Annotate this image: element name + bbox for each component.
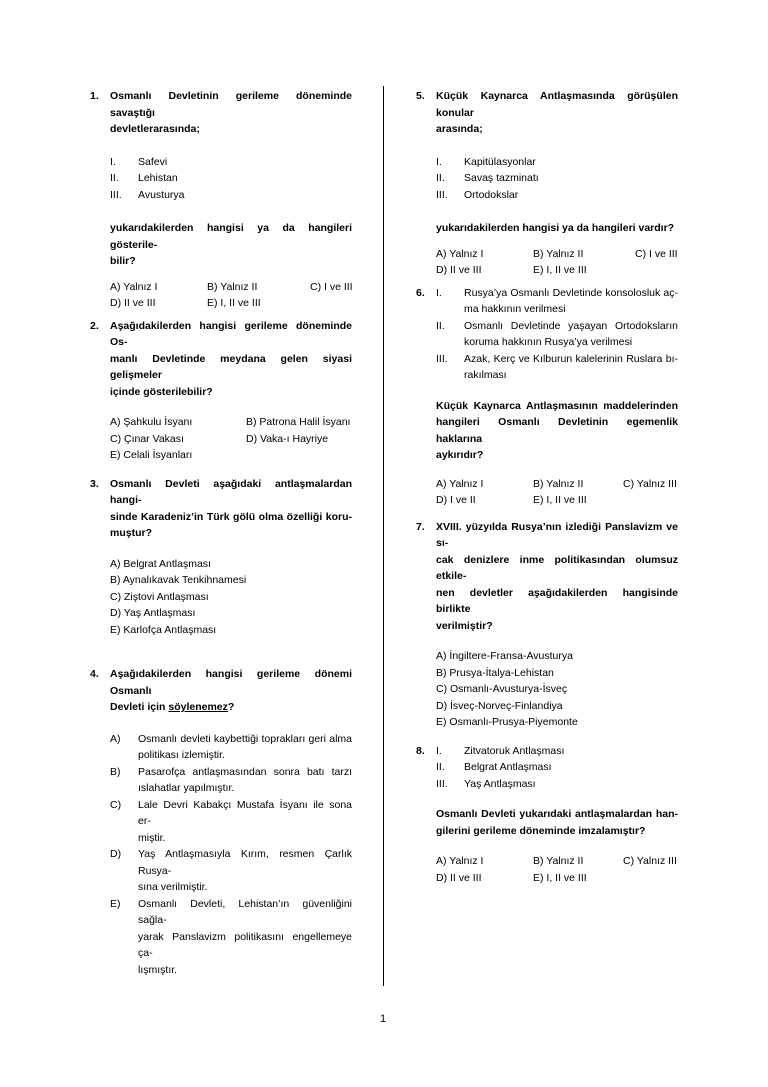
question-8 (416, 743, 678, 887)
choice-a[interactable]: A) Osmanlı devleti kaybettiği toprakları geri alma politikası izlemiştir. (110, 732, 352, 761)
question-number: 3. (90, 477, 99, 490)
question-stem: Aşağıdakilerden hangisi gerileme dönemi Osmanlı (110, 668, 352, 697)
answer-options (436, 648, 678, 731)
question-3 (90, 476, 352, 639)
question-prompt: gilerini gerileme döneminde imzalamıştır? (436, 824, 646, 837)
option-b[interactable]: B) Yalnız II (207, 280, 258, 293)
option-c[interactable]: C) I ve III (310, 280, 353, 293)
question-stem: içinde gösterilebilir? (110, 385, 213, 398)
question-stem: cak denizlere inme politikasından olumsuz etkile- (436, 553, 678, 582)
option-d[interactable]: D) Yaş Antlaşması (110, 607, 196, 619)
list-item: I. Zitvatoruk Antlaşması (436, 744, 565, 757)
question-stem: Devleti için söylenemez? (110, 701, 235, 713)
option-c[interactable]: C) Yalnız III (623, 855, 677, 867)
question-stem: Osmanlı Devleti aşağıdaki antlaşmalardan hangi- (110, 477, 352, 506)
question-stem: muştur? (110, 527, 152, 539)
question-stem: XVIII. yüzyılda Rusya’nın izlediği Panslavizm ve sı- (436, 520, 678, 549)
option-e[interactable]: E) Osmanlı-Prusya-Piyemonte (436, 716, 578, 728)
choice-c[interactable]: C) Lale Devri Kabakçı Mustafa İsyanı ile sona er- miştir. (110, 798, 352, 844)
list-item: I. Safevi (110, 155, 168, 168)
list-item: II. Belgrat Antlaşması (436, 761, 552, 773)
choice-b[interactable]: B) Pasarofça antlaşmasından sonra batı tarzı ıslahatlar yapılmıştır. (110, 765, 352, 794)
option-d[interactable]: D) II ve III (436, 871, 482, 884)
question-prompt: yukarıdakilerden hangisi ya da hangileri vardır? (436, 222, 675, 234)
question-number: 4. (90, 668, 99, 680)
list-item: II. Osmanlı Devletinde yaşayan Ortodoksların koruma hakkının Rusya’ya verilmesi (436, 319, 678, 348)
option-c[interactable]: C) Çınar Vakası (110, 432, 184, 445)
list-item: III. Yaş Antlaşması (436, 777, 536, 790)
option-a[interactable]: A) Yalnız I (436, 855, 484, 867)
question-1 (90, 88, 352, 312)
question-stem: Aşağıdakilerden hangisi gerileme döneminde Os- (110, 319, 352, 348)
answer-options (110, 556, 352, 639)
option-c[interactable]: C) I ve III (635, 247, 678, 260)
option-a[interactable]: A) Yalnız I (436, 477, 484, 490)
option-b[interactable]: B) Yalnız II (533, 855, 584, 867)
answer-options (110, 279, 352, 312)
question-prompt: bilir? (110, 255, 136, 267)
question-number: 8. (416, 744, 425, 757)
list-item: I. Kapitülasyonlar (436, 155, 536, 168)
question-number: 6. (416, 286, 425, 299)
option-a[interactable]: A) Yalnız I (436, 247, 484, 260)
option-b[interactable]: B) Patrona Halil İsyanı (246, 416, 351, 428)
question-prompt: Osmanlı Devleti yukarıdaki antlaşmalardan han- (436, 808, 678, 820)
option-e[interactable]: E) I, II ve III (533, 494, 587, 506)
option-e[interactable]: E) I, II ve III (207, 297, 261, 309)
left-column (90, 88, 352, 978)
option-c[interactable]: C) Osmanlı-Avusturya-İsveç (436, 683, 568, 695)
question-number: 1. (90, 90, 99, 102)
question-6 (416, 285, 678, 509)
option-b[interactable]: B) Aynalıkavak Tenkihnamesi (110, 574, 247, 586)
question-4 (90, 666, 352, 978)
list-item: III. Ortodokslar (436, 188, 519, 201)
right-column (416, 88, 678, 886)
question-2 (90, 318, 352, 464)
option-b[interactable]: B) Yalnız II (533, 477, 584, 490)
question-number: 5. (416, 90, 425, 102)
question-stem: manlı Devletinde meydana gelen siyasi gelişmeler (110, 352, 352, 381)
answer-options (436, 246, 678, 279)
option-e[interactable]: E) I, II ve III (533, 264, 587, 276)
option-e[interactable]: E) Celali İsyanları (110, 449, 193, 461)
option-c[interactable]: C) Ziştovi Antlaşması (110, 590, 209, 603)
question-prompt: Küçük Kaynarca Antlaşmasının maddelerinden (436, 399, 678, 412)
answer-choices (110, 731, 352, 979)
option-a[interactable]: A) Yalnız I (110, 280, 158, 293)
answer-options (436, 476, 678, 509)
option-a[interactable]: A) Belgrat Antlaşması (110, 557, 211, 570)
question-prompt: aykırıdır? (436, 449, 484, 461)
question-stem: devletlerarasında; (110, 123, 200, 135)
question-number: 2. (90, 319, 99, 332)
option-a[interactable]: A) İngiltere-Fransa-Avusturya (436, 650, 573, 662)
column-divider (383, 86, 384, 986)
option-b[interactable]: B) Prusya-İtalya-Lehistan (436, 666, 554, 679)
question-stem: verilmiştir? (436, 619, 493, 632)
question-stem: sinde Karadeniz’in Türk gölü olma özelliği koru- (110, 510, 352, 523)
list-item: II. Lehistan (110, 172, 178, 184)
option-d[interactable]: D) II ve III (110, 297, 156, 309)
choice-d[interactable]: D) Yaş Antlaşmasıyla Kırım, resmen Çarlık Rusya- sına verilmiştir. (110, 848, 352, 893)
option-b[interactable]: B) Yalnız II (533, 247, 584, 260)
option-d[interactable]: D) I ve II (436, 494, 476, 506)
question-prompt: hangileri Osmanlı Devletinin egemenlik haklarına (436, 416, 678, 445)
answer-options (110, 414, 352, 464)
answer-options (436, 853, 678, 886)
option-e[interactable]: E) Karlofça Antlaşması (110, 623, 217, 636)
option-d[interactable]: D) Vaka-ı Hayriye (246, 432, 329, 445)
list-item: III. Avusturya (110, 188, 185, 201)
list-item: III. Azak, Kerç ve Kılburun kalelerinin Ruslara bı- rakılması (436, 352, 678, 381)
question-stem: Küçük Kaynarca Antlaşmasında görüşülen konular (436, 90, 678, 119)
list-item: I. Rusya’ya Osmanlı Devletinde konsolosluk aç- ma hakkının verilmesi (436, 286, 678, 315)
question-stem: Osmanlı Devletinin gerileme döneminde savaştığı (110, 90, 352, 119)
question-5 (416, 88, 678, 279)
question-stem: arasında; (436, 123, 483, 135)
option-e[interactable]: E) I, II ve III (533, 871, 587, 884)
option-a[interactable]: A) Şahkulu İsyanı (110, 416, 193, 428)
question-prompt: yukarıdakilerden hangisi ya da hangileri gösterile- (110, 222, 352, 251)
question-stem: nen devletler aşağıdakilerden hangisinde birlikte (436, 586, 678, 615)
option-d[interactable]: D) İsveç-Norveç-Finlandiya (436, 699, 563, 712)
option-c[interactable]: C) Yalnız III (623, 477, 677, 490)
option-d[interactable]: D) II ve III (436, 264, 482, 276)
choice-e[interactable]: E) Osmanlı Devleti, Lehistan’ın güvenliğini sağla- yarak Panslavizm politikasını engellemeye ça- lışmıştır. (110, 897, 352, 976)
page-number: 1 (380, 1013, 387, 1025)
question-7 (416, 519, 678, 731)
question-number: 7. (416, 520, 425, 533)
list-item: II. Savaş tazminatı (436, 172, 539, 184)
